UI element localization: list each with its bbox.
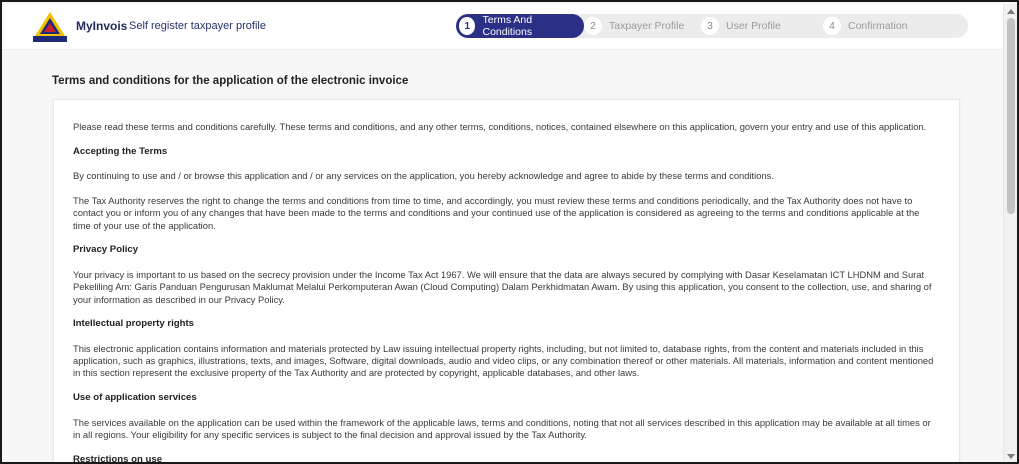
section-heading-accepting: Accepting the Terms bbox=[73, 145, 168, 157]
section-heading-privacy: Privacy Policy bbox=[73, 244, 139, 256]
vertical-scrollbar[interactable] bbox=[1003, 4, 1017, 464]
step-terms-and-conditions[interactable] bbox=[456, 14, 584, 38]
terms-intro: Please read these terms and conditions carefully. These terms and conditions, and any other terms, conditions, notices, contained elsewhere on this application, govern your entry and use of this application. bbox=[73, 121, 927, 132]
step-number: 4 bbox=[823, 17, 841, 35]
header bbox=[4, 4, 1005, 50]
step-label: Taxpayer Profile bbox=[609, 20, 685, 32]
step-label: Confirmation bbox=[848, 20, 908, 32]
section-heading-restrictions: Restrictions on use bbox=[73, 453, 163, 464]
accepting-paragraph-1: By continuing to use and / or browse this application and / or any services on the application, you hereby acknowledge and agree to abide by these terms and conditions. bbox=[73, 170, 774, 182]
step-number: 1 bbox=[459, 17, 475, 35]
ip-paragraph: This electronic application contains information and materials protected by Law issuing intellectual property rights, including, but not limited to, database rights, from the content and materials included in this application, such as graphics, illustrations, texts, and images, Software, digital downloads, audio and video clips, or any combination thereof or other materials. All materials, information and content mentioned in this section represent the exclusive property of the Tax Authority and are protected by copyright, applicable databases, and other laws. bbox=[73, 342, 934, 379]
brand-name[interactable]: MyInvois bbox=[76, 19, 128, 33]
lhdn-logo bbox=[29, 10, 71, 46]
step-taxpayer-profile[interactable] bbox=[584, 14, 684, 38]
privacy-paragraph: Your privacy is important to us based on the secrecy provision under the Income Tax Act 1967. We will ensure that the data are always secured by complying with Dasar Keselamatan ICT LHDNM and Surat Pekeliling Am: Garis Panduan Pengurusan Maklumat Melalui Perkomputeran Awan (Cloud Computing) Dalam Perkhidmatan Awam. By using this application, you consent to the collection, use, and sharing of your information as described in our Privacy Policy. bbox=[73, 268, 932, 305]
scroll-up-icon[interactable] bbox=[1007, 9, 1015, 14]
registration-stepper bbox=[456, 14, 968, 38]
page-title: Terms and conditions for the application of the electronic invoice bbox=[52, 75, 409, 87]
header-subtitle: Self register taxpayer profile bbox=[129, 20, 266, 32]
accepting-paragraph-2: The Tax Authority reserves the right to change the terms and conditions from time to time, and accordingly, you must review these terms and conditions periodically, and the Tax Authority does not have to contact you or inform you of any changes that have been made to the terms and conditions and your continued use of the application is considered as agreeing to the terms and conditions applicable at the time of your use of the application. bbox=[73, 195, 920, 231]
step-number: 2 bbox=[584, 17, 602, 35]
step-label: Terms And Conditions bbox=[482, 14, 533, 38]
scroll-thumb[interactable] bbox=[1007, 18, 1015, 214]
step-number: 3 bbox=[701, 17, 719, 35]
section-heading-use: Use of application services bbox=[73, 392, 197, 404]
step-confirmation[interactable] bbox=[823, 14, 908, 38]
section-heading-ip: Intellectual property rights bbox=[73, 318, 195, 330]
step-user-profile[interactable] bbox=[701, 14, 781, 38]
terms-card bbox=[53, 99, 960, 464]
scroll-down-icon[interactable] bbox=[1007, 454, 1015, 459]
use-paragraph: The services available on the application can be used within the framework of the applicable laws, terms and conditions, noting that not all services described in this application may be available at all times or in all regions. Your eligibility for any specific services is subject to the final decision and approval issued by the Tax Authority. bbox=[73, 416, 931, 441]
step-label: User Profile bbox=[726, 20, 781, 32]
